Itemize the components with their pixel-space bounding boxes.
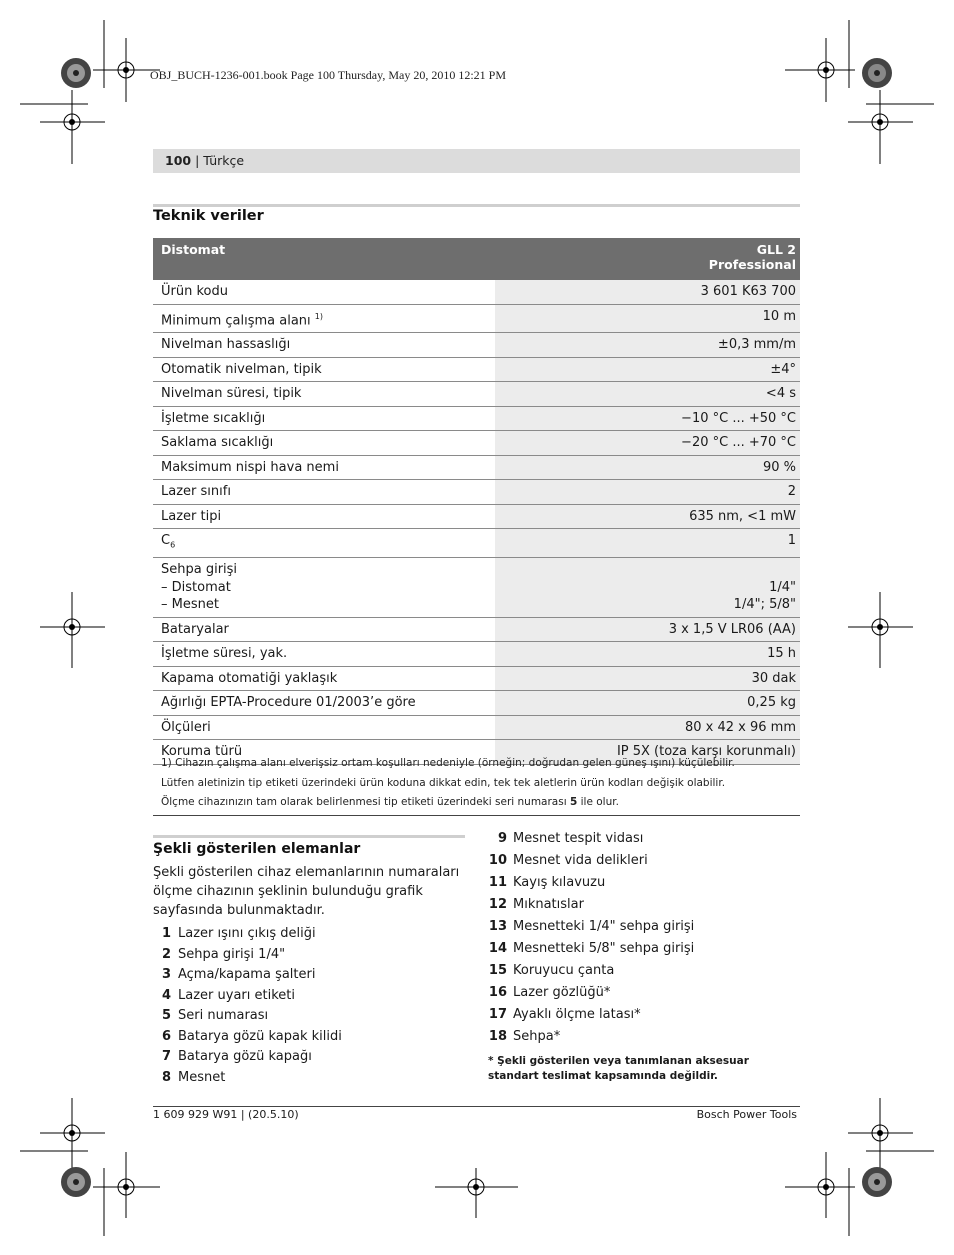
row-label: Ağırlığı EPTA-Procedure 01/2003’e göre [153, 691, 495, 716]
list-item [488, 960, 800, 982]
header-model [495, 238, 800, 280]
table-row [153, 529, 800, 558]
item-number: 3 [161, 967, 171, 982]
list-item [488, 894, 800, 916]
table-row [153, 666, 800, 691]
item-text: Lazer uyarı etiketi [178, 987, 295, 1003]
item-number: 5 [161, 1008, 171, 1023]
footnote-3 [161, 793, 800, 813]
section-rule [153, 835, 465, 838]
row-value: −20 °C ... +70 °C [495, 431, 800, 456]
table-row [153, 455, 800, 480]
list-item [153, 965, 465, 986]
item-number: 11 [488, 875, 507, 890]
list-item [488, 938, 800, 960]
spec-table [153, 238, 800, 765]
row-label: Koruma türü [153, 740, 495, 765]
row-label [153, 529, 495, 558]
row-label: Bataryalar [153, 617, 495, 642]
list-item [153, 1006, 465, 1027]
table-row [153, 715, 800, 740]
row-label-line: – Mesnet [161, 597, 219, 613]
item-text: Lazer ışını çıkış deliği [178, 926, 316, 941]
footnote-3-ref: 5 [569, 796, 578, 808]
item-text: Mesnetteki 1/4" sehpa girişi [513, 919, 695, 934]
table-row [153, 558, 800, 618]
components-list-left [153, 924, 465, 1088]
table-row [153, 382, 800, 407]
footnote-2: Lütfen aletinizin tip etiketi üzerindeki ürün koduna dikkat edin, tek tek aletlerin ürün kodları değişik olabilir. [161, 776, 726, 789]
accessory-note: * Şekli gösterilen veya tanımlanan aksesuar standart teslimat kapsamında değildir. [488, 1055, 749, 1082]
row-value-line: 1/4"; 5/8" [733, 597, 796, 613]
header-model-sub: Professional [708, 257, 796, 272]
item-text: Mesnet tespit vidası [513, 831, 644, 846]
list-item [153, 1047, 465, 1068]
page-separator: | [195, 153, 200, 168]
item-number: 18 [488, 1029, 507, 1044]
row-value-line: 1/4" [769, 579, 796, 595]
row-value: 0,25 kg [495, 691, 800, 716]
row-label: Lazer sınıfı [153, 480, 495, 505]
list-item [488, 872, 800, 894]
row-value: 1 [495, 529, 800, 558]
components-intro: Şekli gösterilen cihaz elemanlarının numaraları ölçme cihazının şeklinin bulunduğu grafik sayfasında bulunmaktadır. [153, 865, 460, 918]
item-number: 13 [488, 919, 507, 934]
row-value: ±0,3 mm/m [495, 333, 800, 358]
table-row [153, 333, 800, 358]
table-row [153, 357, 800, 382]
item-number: 6 [161, 1028, 171, 1044]
row-value: 15 h [495, 642, 800, 667]
row-label-text: C [161, 533, 171, 549]
row-value: IP 5X (toza karşı korunmalı) [495, 740, 800, 765]
page-header-band [153, 149, 800, 173]
footnote-3-end: ile olur. [580, 796, 619, 808]
row-value: 635 nm, <1 mW [495, 504, 800, 529]
table-row [153, 480, 800, 505]
item-number: 12 [488, 897, 507, 912]
item-text: Mıknatıslar [513, 897, 584, 912]
table-row [153, 617, 800, 642]
section-title: Teknik veriler [153, 208, 264, 224]
footer-brand: Bosch Power Tools [696, 1108, 797, 1121]
item-text: Sehpa girişi 1/4" [178, 946, 286, 962]
row-label: Lazer tipi [153, 504, 495, 529]
table-row [153, 431, 800, 456]
row-value: 80 x 42 x 96 mm [495, 715, 800, 740]
header-model-name: GLL 2 [756, 242, 796, 257]
row-label-line: – Distomat [161, 579, 231, 595]
subscript: 6 [170, 540, 176, 550]
row-label: Nivelman süresi, tipik [153, 382, 495, 407]
row-label [153, 304, 495, 333]
row-label: Kapama otomatiği yaklaşık [153, 666, 495, 691]
item-text: Batarya gözü kapağı [178, 1049, 312, 1064]
row-label-text: Minimum çalışma alanı [161, 312, 311, 328]
header-label: Distomat [153, 238, 495, 280]
item-text: Mesnetteki 5/8" sehpa girişi [513, 941, 695, 956]
item-text: Kayış kılavuzu [513, 875, 606, 890]
section-rule [153, 204, 800, 207]
row-value: ±4° [495, 357, 800, 382]
item-text: Mesnet [178, 1069, 226, 1085]
row-value: 90 % [495, 455, 800, 480]
item-text: Lazer gözlüğü* [513, 985, 611, 1000]
list-item [153, 1068, 465, 1089]
item-number: 2 [161, 946, 171, 962]
row-label [153, 558, 495, 618]
row-label: İşletme süresi, yak. [153, 642, 495, 667]
row-label: Nivelman hassaslığı [153, 333, 495, 358]
item-text: Koruyucu çanta [513, 963, 615, 978]
row-value: 3 601 K63 700 [495, 280, 800, 304]
item-text: Mesnet vida delikleri [513, 853, 648, 868]
row-value: 3 x 1,5 V LR06 (AA) [495, 617, 800, 642]
row-label-line: Sehpa girişi [161, 562, 238, 578]
item-number: 15 [488, 963, 507, 978]
table-row [153, 642, 800, 667]
list-item [488, 850, 800, 872]
components-list-right [488, 828, 800, 1048]
footnote-ref: 1) [314, 311, 324, 321]
list-item [488, 1004, 800, 1026]
components-section [153, 835, 465, 1088]
table-row [153, 304, 800, 333]
row-label: Ürün kodu [153, 280, 495, 304]
list-item [153, 924, 465, 945]
item-text: Açma/kapama şalteri [178, 967, 316, 982]
item-number: 4 [161, 987, 171, 1003]
row-value: −10 °C ... +50 °C [495, 406, 800, 431]
row-value: 30 dak [495, 666, 800, 691]
table-row [153, 280, 800, 304]
spec-table-header [153, 238, 800, 280]
row-value: <4 s [495, 382, 800, 407]
list-item [488, 982, 800, 1004]
item-text: Batarya gözü kapak kilidi [178, 1028, 342, 1044]
item-number: 7 [161, 1049, 171, 1064]
table-row [153, 406, 800, 431]
table-footnotes [153, 754, 800, 816]
item-number: 1 [161, 926, 171, 941]
item-number: 16 [488, 985, 507, 1000]
list-item [153, 1027, 465, 1048]
item-number: 17 [488, 1007, 507, 1022]
row-label: Ölçüleri [153, 715, 495, 740]
item-text: Sehpa* [513, 1029, 561, 1044]
row-label: Saklama sıcaklığı [153, 431, 495, 456]
components-list-right-section [488, 828, 800, 1084]
footnote-3-text: Ölçme cihazınızın tam olarak belirlenmesi tip etiketi üzerindeki seri numarası [161, 796, 567, 808]
table-row [153, 504, 800, 529]
list-item [153, 945, 465, 966]
components-title: Şekli gösterilen elemanlar [153, 841, 361, 857]
table-row [153, 691, 800, 716]
print-header: OBJ_BUCH-1236-001.book Page 100 Thursday, May 20, 2010 12:21 PM [150, 68, 506, 82]
footer-doc-code: 1 609 929 W91 | (20.5.10) [153, 1108, 299, 1121]
footer-rule [153, 1106, 800, 1107]
row-label: İşletme sıcaklığı [153, 406, 495, 431]
item-number: 8 [161, 1069, 171, 1085]
list-item [153, 986, 465, 1007]
row-label: Otomatik nivelman, tipik [153, 357, 495, 382]
item-number: 10 [488, 853, 507, 868]
list-item [488, 828, 800, 850]
row-value [495, 558, 800, 618]
page-number: 100 [165, 153, 192, 168]
item-text: Ayaklı ölçme latası* [513, 1007, 641, 1022]
item-number: 14 [488, 941, 507, 956]
row-label: Maksimum nispi hava nemi [153, 455, 495, 480]
item-number: 9 [497, 831, 507, 846]
item-text: Seri numarası [178, 1008, 269, 1023]
list-item [488, 916, 800, 938]
list-item [488, 1026, 800, 1048]
row-value: 2 [495, 480, 800, 505]
row-value: 10 m [495, 304, 800, 333]
page-language: Türkçe [203, 153, 245, 168]
footnote-1: 1) Cihazın çalışma alanı elverişsiz ortam koşulları nedeniyle (örneğin; doğrudan gelen güneş ışını) küçülebilir. [161, 757, 735, 769]
